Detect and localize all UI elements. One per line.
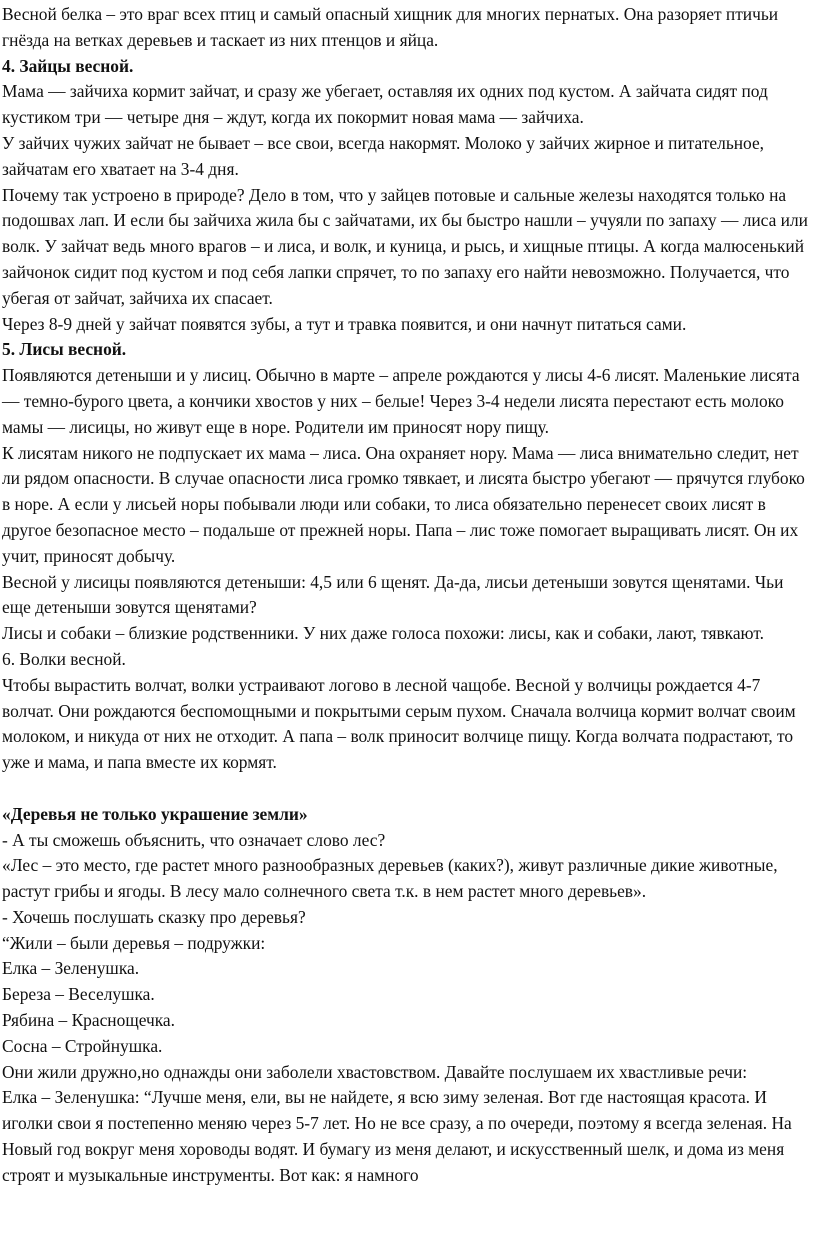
paragraph: Они жили дружно,но однажды они заболели хвастовством. Давайте послушаем их хвастливые речи: <box>2 1061 748 1082</box>
paragraph: “Жили – были деревья – подружки: <box>2 932 266 953</box>
section-heading: «Деревья не только украшение земли» <box>2 803 308 824</box>
paragraph: Через 8-9 дней у зайчат появятся зубы, а тут и травка появится, и они начнут питаться сами. <box>2 313 687 334</box>
paragraph: Появляются детеныши и у лисиц. Обычно в марте – апреле рождаются у лисы 4-6 лисят. Маленькие лисята — темно-бурого цвета, а кончики хвостов у них – белые! Через 3-4 недели лисята перестают есть молоко мамы — лисицы, но живут еще в норе. Родители им приносят нору пищу. <box>2 365 800 437</box>
paragraph: Елка – Зеленушка. <box>2 958 140 979</box>
section-heading: 5. Лисы весной. <box>2 339 127 360</box>
paragraph: У зайчих чужих зайчат не бывает – все свои, всегда накормят. Молоко у зайчих жирное и питательное, зайчатам его хватает на 3-4 дня. <box>2 132 765 179</box>
paragraph: - А ты сможешь объяснить, что означает слово лес? <box>2 829 386 850</box>
paragraph: «Лес – это место, где растет много разнообразных деревьев (каких?), живут различные дикие животные, растут грибы и ягоды. В лесу мало солнечного света т.к. в нем растет много деревьев». <box>2 855 778 902</box>
paragraph: Весной белка – это враг всех птиц и самый опасный хищник для многих пернатых. Она разоряет птичьи гнёзда на ветках деревьев и таскает из них птенцов и яйца. <box>2 4 779 50</box>
paragraph: Рябина – Краснощечка. <box>2 1010 175 1031</box>
paragraph: Чтобы вырастить волчат, волки устраивают логово в лесной чащобе. Весной у волчицы рождается 4-7 волчат. Они рождаются беспомощными и покрытыми серым пухом. Сначала волчица кормит волчат своим молоком, и никуда от них не отходит. А папа – волк приносит волчице пищу. Когда волчата подрастают, то уже и мама, и папа вместе их кормят. <box>2 674 796 773</box>
paragraph: Весной у лисицы появляются детеныши: 4,5 или 6 щенят. Да-да, лисьи детеныши зовутся щенятами. Чьи еще детеныши зовутся щенятами? <box>2 571 784 618</box>
paragraph: Мама — зайчиха кормит зайчат, и сразу же убегает, оставляя их одних под кустом. А зайчата сидят под кустиком три — четыре дня – ждут, когда их покормит новая мама — зайчиха. <box>2 81 768 128</box>
paragraph: Почему так устроено в природе? Дело в том, что у зайцев потовые и сальные железы находятся только на подошвах лап. И если бы зайчиха жила бы с зайчатами, их бы быстро нашли – учуяли по запаху — лиса или волк. У зайчат ведь много врагов – и лиса, и волк, и куница, и рысь, и хищные птицы. А когда малюсенький зайчонок сидит под кустом и под себя лапки спрячет, то по запаху его найти невозможно. Получается, что убегая от зайчат, зайчиха их спасает. <box>2 184 808 308</box>
paragraph: Елка – Зеленушка: “Лучше меня, ели, вы не найдете, я всю зиму зеленая. Вот где настоящая красота. И иголки свои я постепенно меняю через 5-7 лет. Но не все сразу, а по очереди, поэтому я всегда зеленая. На Новый год вокруг меня хороводы водят. И бумагу из меня делают, и искусственный шелк, и дома из меня строят и музыкальные инструменты. Вот как: я намного <box>2 1087 792 1185</box>
paragraph: Береза – Веселушка. <box>2 984 155 1005</box>
paragraph: К лисятам никого не подпускает их мама – лиса. Она охраняет нору. Мама — лиса внимательно следит, нет ли рядом опасности. В случае опасности лиса громко тявкает, и лисята быстро убегают — прячутся глубоко в норе. А если у лисьей норы побывали люди или собаки, то лиса обязательно перенесет своих лисят в другое безопасное место – подальше от прежней норы. Папа – лис тоже помогает выращивать лисят. Он их учит, приносят добычу. <box>2 442 805 566</box>
paragraph: Сосна – Стройнушка. <box>2 1035 163 1056</box>
paragraph: - Хочешь послушать сказку про деревья? <box>2 906 306 927</box>
section-heading: 4. Зайцы весной. <box>2 55 134 76</box>
blank-line <box>2 776 814 802</box>
paragraph: Лисы и собаки – близкие родственники. У них даже голоса похожи: лисы, как и собаки, лают, тявкают. <box>2 623 764 644</box>
paragraph: 6. Волки весной. <box>2 648 126 669</box>
